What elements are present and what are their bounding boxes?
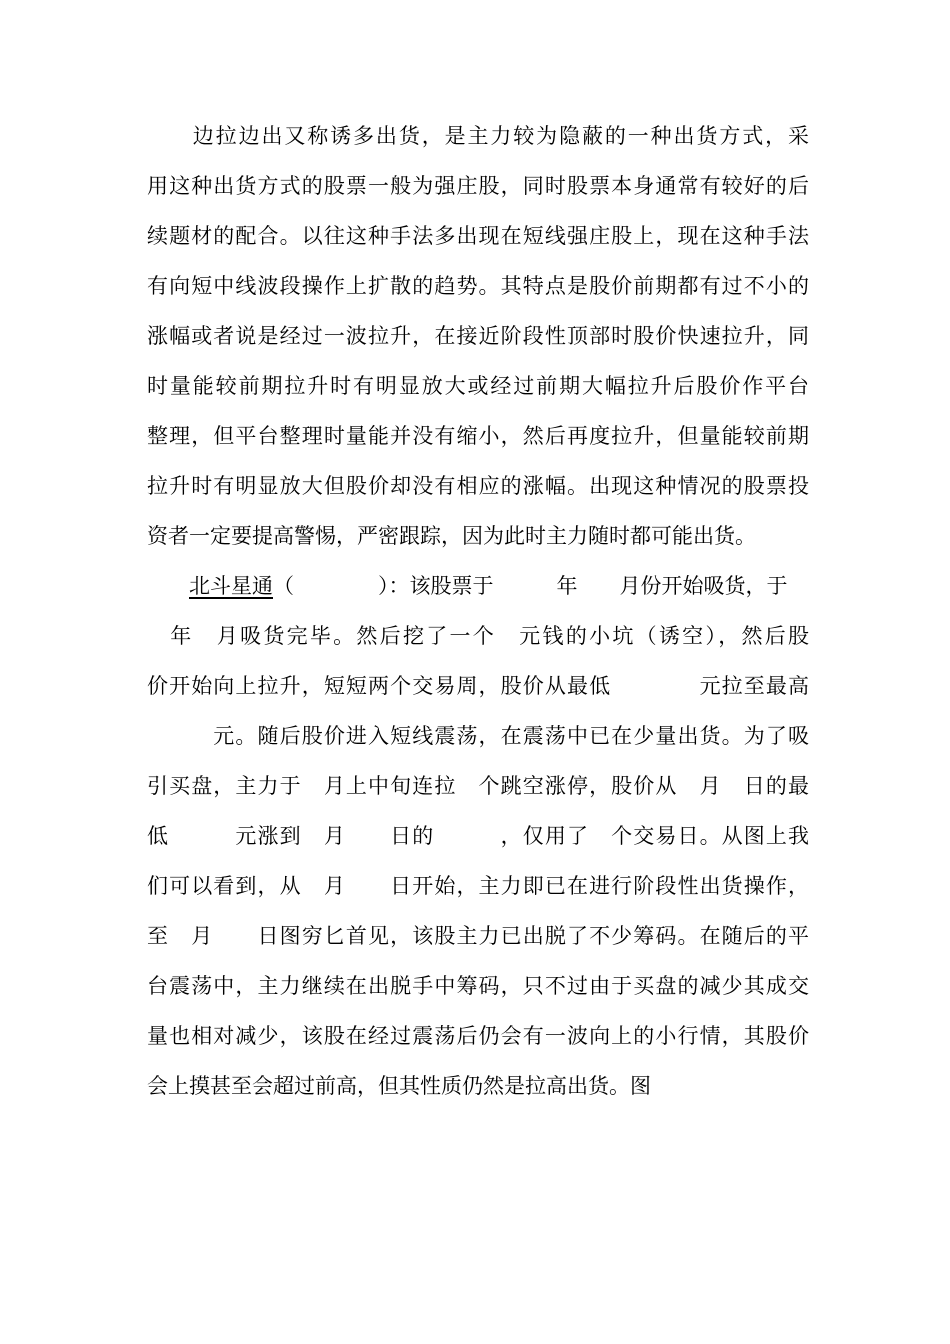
paragraph-2-line-8: 至 月 日图穷匕首见，该股主力已出脱了不少筹码。在随后的平 [147,924,809,948]
paragraph-2-line-2: 年 月吸货完毕。然后挖了一个 元钱的小坑（诱空），然后股 [147,624,809,648]
paragraph-1-line-2: 用这种出货方式的股票一般为强庄股，同时股票本身通常有较好的后 [147,174,809,198]
paragraph-2-line-1 [147,569,809,603]
paragraph-1-line-3: 续题材的配合。以往这种手法多出现在短线强庄股上，现在这种手法 [147,224,809,248]
paragraph-1-line-9: 资者一定要提高警惕，严密跟踪，因为此时主力随时都可能出货。 [147,524,756,548]
paragraph-2-line-10: 量也相对减少，该股在经过震荡后仍会有一波向上的小行情，其股价 [147,1024,809,1048]
paragraph-2-line-4: 元。随后股价进入短线震荡，在震荡中已在少量出货。为了吸 [147,724,809,748]
paragraph-1-line-6: 时量能较前期拉升时有明显放大或经过前期大幅拉升后股价作平台 [147,374,809,398]
paragraph-2-line-11: 会上摸甚至会超过前高，但其性质仍然是拉高出货。图 [147,1074,651,1098]
stock-name: 北斗星通 [189,574,273,598]
paragraph-1-line-7: 整理，但平台整理时量能并没有缩小，然后再度拉升，但量能较前期 [147,424,809,448]
paragraph-2-indent [147,574,189,598]
paragraph-2-line-1-rest: （ ）：该股票于 年 月份开始吸货，于 [273,574,788,598]
paragraph-2-line-5: 引买盘，主力于 月上中旬连拉 个跳空涨停，股价从 月 日的最 [147,774,809,798]
paragraph-2-line-6: 低 元涨到 月 日的 ，仅用了 个交易日。从图上我 [147,824,809,848]
paragraph-1-line-8: 拉升时有明显放大但股价却没有相应的涨幅。出现这种情况的股票投 [147,474,809,498]
paragraph-2-line-9: 台震荡中，主力继续在出脱手中筹码，只不过由于买盘的减少其成交 [147,974,809,998]
paragraph-1-line-1: 边拉边出又称诱多出货，是主力较为隐蔽的一种出货方式，采 [147,124,809,148]
paragraph-2-line-7: 们可以看到，从 月 日开始，主力即已在进行阶段性出货操作， [147,874,809,898]
paragraph-1-line-4: 有向短中线波段操作上扩散的趋势。其特点是股价前期都有过不小的 [147,274,809,298]
paragraph-1-line-5: 涨幅或者说是经过一波拉升，在接近阶段性顶部时股价快速拉升，同 [147,324,809,348]
paragraph-2-line-3: 价开始向上拉升，短短两个交易周，股价从最低 元拉至最高 [147,674,809,698]
